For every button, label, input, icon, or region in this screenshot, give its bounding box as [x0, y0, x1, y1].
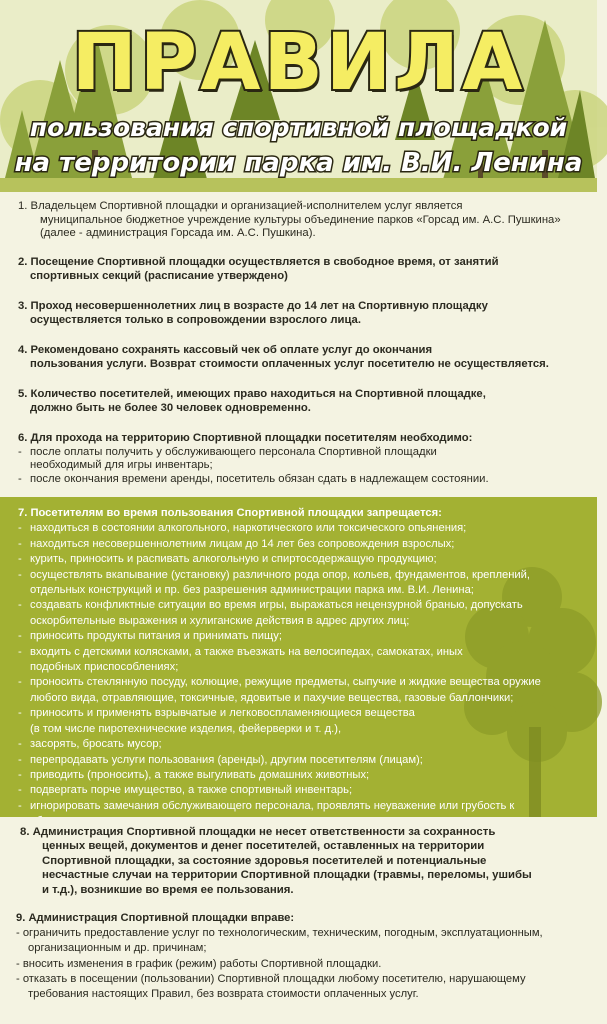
rule-9-item-2: - вносить изменения в график (режим) работы Спортивной площадки.: [16, 957, 382, 970]
prohibited-item-line: входить с детскими колясками, а также въезжать на велосипедах, самокатах, иных: [30, 645, 463, 658]
rule-6: [18, 432, 590, 486]
rule-7-head: 7. Посетителям во время пользования Спортивной площадки запрещается:: [18, 507, 442, 519]
rule-8-line-1: 8. Администрация Спортивной площадки не несет ответственности за сохранность: [20, 826, 496, 838]
prohibited-item: [18, 568, 593, 599]
rules-section-3: [0, 817, 597, 1024]
rule-3-line-2: осуществляется только в сопровождении взрослого лица.: [30, 313, 361, 326]
rule-9-item-3-line-2: требования настоящих Правил, без возврата стоимости оплаченных услуг.: [28, 988, 419, 1001]
prohibited-item: [18, 645, 593, 676]
prohibited-item-line: отдельных конструкций и пр. без разрешения администрации парка им. В.И. Ленина;: [30, 584, 474, 597]
rule-6-item-1-a: после оплаты получить у обслуживающего персонала Спортивной площадки: [30, 445, 437, 458]
page-title: ПРАВИЛА: [71, 18, 526, 108]
rule-8-line-2: ценных вещей, документов и денег посетителей, оставленных на территории: [42, 840, 485, 853]
rule-2: [18, 256, 590, 283]
rule-2-line-1: 2. Посещение Спортивной площадки осуществляется в свободное время, от занятий: [18, 256, 499, 268]
prohibited-item: - приносить продукты питания и принимать пищу;: [18, 629, 593, 644]
prohibited-item-line: осуществлять вкапывание (установку) различного рода опор, кольев, фундаментов, креплений,: [30, 568, 530, 581]
rule-9: [16, 911, 588, 1002]
header-banner: [0, 0, 597, 192]
prohibited-item: - находиться в состоянии алкогольного, наркотического или токсического опьянения;: [18, 521, 593, 536]
rule-6-item-1-b: необходимый для игры инвентарь;: [30, 459, 213, 471]
prohibited-item: - засорять, бросать мусор;: [18, 737, 593, 752]
rule-6-item-1: [18, 446, 590, 473]
rule-5-line-1: 5. Количество посетителей, имеющих право находиться на Спортивной площадке,: [18, 388, 486, 400]
rule-9-item-3-line-1: - отказать в посещении (пользовании) Спортивной площадки любому посетителю, нарушающему: [16, 972, 526, 985]
prohibited-item-line: приносить и применять взрывчатые и легковоспламеняющиеся вещества: [30, 707, 415, 720]
rule-5: [18, 388, 590, 415]
prohibited-item: - курить, приносить и распивать алкогольную и спиртосодержащую продукцию;: [18, 552, 593, 567]
rule-8-line-4: несчастные случаи на территории Спортивной площадки (травмы, переломы, ушибы: [42, 869, 532, 882]
rule-9-head: 9. Администрация Спортивной площадки вправе:: [16, 912, 295, 924]
rules-section-prohibited: [0, 497, 597, 817]
prohibited-item: - подвергать порче имущество, а также спортивный инвентарь;: [18, 783, 593, 798]
prohibited-item: - перепродавать услуги пользования (аренды), другим посетителям (лицам);: [18, 753, 593, 768]
prohibited-item: - находиться несовершеннолетним лицам до 14 лет без сопровождения взрослых;: [18, 537, 593, 552]
subtitle-line-1: пользования спортивной площадкой: [29, 113, 568, 142]
rule-2-line-2: спортивных секций (расписание утверждено): [30, 269, 288, 282]
rule-4-line-2: пользования услуги. Возврат стоимости оплаченных услуг посетителю не осуществляется.: [30, 357, 549, 370]
subtitle-line-2: на территории парка им. В.И. Ленина: [14, 148, 583, 178]
rule-1: [18, 200, 590, 241]
prohibited-item-line: подобных приспособлениях;: [30, 661, 179, 674]
prohibited-item-line: оскорбительные выражения и хулиганские действия в адрес других лиц;: [30, 614, 410, 627]
rule-1-line-1: 1. Владельцем Спортивной площадки и организацией-исполнителем услуг является: [18, 200, 463, 212]
prohibited-item-line: игнорировать замечания обслуживающего персонала, проявлять неуважение или грубость к: [30, 799, 515, 812]
rule-4-line-1: 4. Рекомендовано сохранять кассовый чек об оплате услуг до окончания: [18, 344, 433, 356]
rule-1-line-2: муниципальное бюджетное учреждение культуры объединение парков «Горсад им. А.С. Пушкина»: [40, 213, 561, 226]
rule-4: [18, 344, 590, 371]
rule-8-line-5: и т.д.), возникшие во время ее пользования.: [42, 883, 294, 896]
rule-9-item-1-line-2: организационным и др. причинам;: [28, 942, 207, 955]
rule-6-head: 6. Для прохода на территорию Спортивной площадки посетителям необходимо:: [18, 432, 473, 444]
rule-1-line-3: (далее - администрация Горсада им. А.С. Пушкина).: [40, 227, 316, 239]
prohibited-item: - приводить (проносить), а также выгуливать домашних животных;: [18, 768, 593, 783]
prohibited-list: [18, 506, 593, 830]
rule-9-item-1-line-1: - ограничить предоставление услуг по технологическим, техническим, погодным, эксплуатационным,: [16, 927, 543, 940]
rule-3-line-1: 3. Проход несовершеннолетних лиц в возрасте до 14 лет на Спортивную площадку: [18, 300, 488, 312]
prohibited-item-line: проносить стеклянную посуду, колющие, режущие предметы, сыпучие и жидкие вещества оружие: [30, 676, 541, 689]
prohibited-item: [18, 706, 593, 737]
prohibited-item: [18, 675, 593, 706]
rule-8: [20, 825, 592, 897]
prohibited-item-line: создавать конфликтные ситуации во время игры, выражаться нецензурной бранью, допускать: [30, 599, 523, 612]
prohibited-item-line: любого вида, отравляющие, токсичные, ядовитые и пахучие вещества, газовые баллончики;: [30, 691, 514, 704]
prohibited-item: [18, 598, 593, 629]
rule-5-line-2: должно быть не более 30 человек одновременно.: [30, 401, 311, 414]
rule-3: [18, 300, 590, 327]
rules-section-1: [0, 192, 597, 497]
prohibited-item-line: (в том числе пиротехнические изделия, фейерверки и т. д.),: [30, 722, 342, 735]
rule-8-line-3: Спортивной площадки, за состояние здоровья посетителей и потенциальные: [42, 854, 487, 867]
rule-6-item-2: - после окончания времени аренды, посетитель обязан сдать в надлежащем состоянии.: [18, 473, 590, 487]
